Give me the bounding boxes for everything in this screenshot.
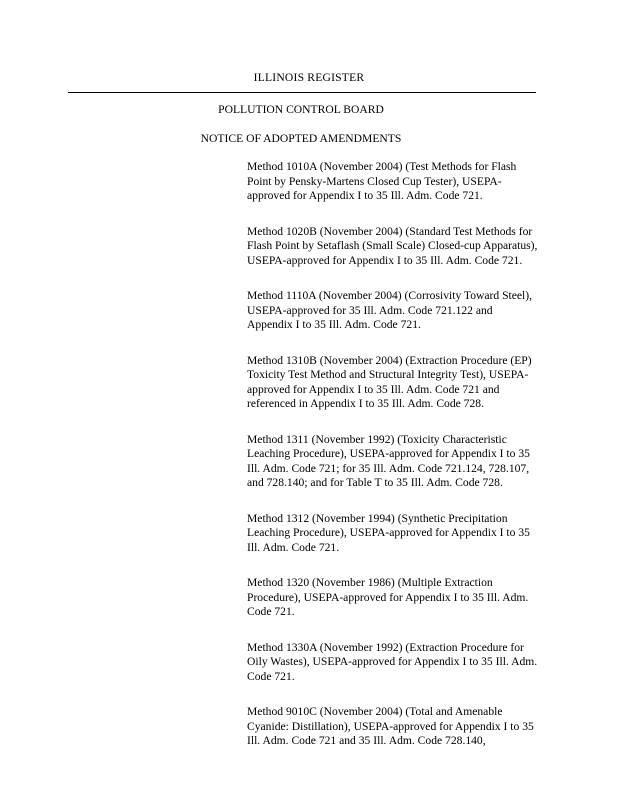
- method-1020b: Method 1020B (November 2004) (Standard Test Methods for Flash Point by Setaflash (Small Scale) Closed-cup Apparatus), USEPA-approved for Appendix I to 35 Ill. Adm. Code 721.: [247, 224, 538, 267]
- board-title: POLLUTION CONTROL BOARD: [218, 103, 384, 116]
- method-1010a: Method 1010A (November 2004) (Test Methods for Flash Point by Pensky-Martens Closed Cup Tester), USEPA-approved for Appendix I to 35 Ill. Adm. Code 721.: [247, 160, 517, 202]
- method-1320: Method 1320 (November 1986) (Multiple Extraction Procedure), USEPA-approved for Appendix I to 35 Ill. Adm. Code 721.: [247, 576, 529, 618]
- method-1312: Method 1312 (November 1994) (Synthetic Precipitation Leaching Procedure), USEPA-approved for Appendix I to 35 Ill. Adm. Code 721.: [247, 511, 530, 554]
- register-title: ILLINOIS REGISTER: [253, 71, 365, 84]
- method-1330a: Method 1330A (November 1992) (Extraction Procedure for Oily Wastes), USEPA-approved for Appendix I to 35 Ill. Adm. Code 721.: [247, 640, 538, 683]
- method-list: [247, 160, 539, 770]
- header-rule: [68, 92, 536, 93]
- method-9010c: Method 9010C (November 2004) (Total and Amenable Cyanide: Distillation), USEPA-approved for Appendix I to 35 Ill. Adm. Code 721 and 35 Ill. Adm. Code 728.140,: [247, 705, 534, 747]
- method-1311: Method 1311 (November 1992) (Toxicity Characteristic Leaching Procedure), USEPA-approved for Appendix I to 35 Ill. Adm. Code 721; for 35 Ill. Adm. Code 721.124, 728.107, and 728.140; and for Table T to 35 Ill. Adm. Code 728.: [247, 432, 530, 489]
- notice-title: NOTICE OF ADOPTED AMENDMENTS: [200, 132, 402, 145]
- method-1110a: Method 1110A (November 2004) (Corrosivity Toward Steel), USEPA-approved for 35 Ill. Adm. Code 721.122 and Appendix I to 35 Ill. Adm. Code 721.: [247, 289, 533, 331]
- method-1310b: Method 1310B (November 2004) (Extraction Procedure (EP) Toxicity Test Method and Structural Integrity Test), USEPA-approved for Appendix I to 35 Ill. Adm. Code 721 and referenced in Appendix I to 35 Ill. Adm. Code 728.: [247, 353, 532, 410]
